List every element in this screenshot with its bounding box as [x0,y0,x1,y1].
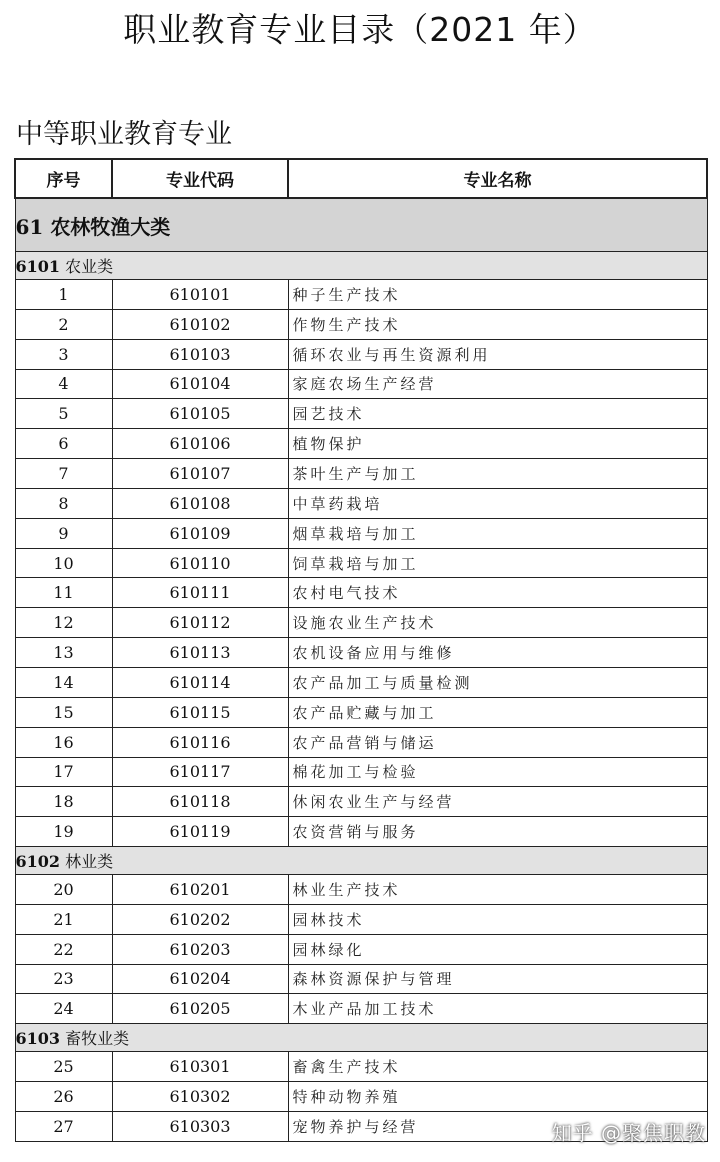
serial-number-cell: 3 [15,339,112,369]
major-name-cell: 循环农业与再生资源利用 [288,339,707,369]
major-name-cell: 农产品营销与储运 [288,727,707,757]
group-row [15,252,707,280]
major-name-cell: 农资营销与服务 [288,817,707,847]
table-row [15,697,707,727]
serial-number-cell: 19 [15,817,112,847]
header-major-code: 专业代码 [112,159,288,198]
group-code: 6101 [15,257,61,276]
serial-number-cell: 26 [15,1082,112,1112]
table-row [15,488,707,518]
table-row [15,817,707,847]
major-code-cell: 610202 [112,904,288,934]
serial-number-cell: 25 [15,1052,112,1082]
major-code-cell: 610111 [112,578,288,608]
major-code-cell: 610115 [112,697,288,727]
table-row [15,757,707,787]
group-cell [15,847,707,875]
group-cell [15,1024,707,1052]
major-code-cell: 610101 [112,280,288,310]
table-row [15,875,707,905]
serial-number-cell: 17 [15,757,112,787]
serial-number-cell: 12 [15,608,112,638]
serial-number-cell: 10 [15,548,112,578]
major-code-cell: 610119 [112,817,288,847]
group-cell [15,252,707,280]
table-row [15,1082,707,1112]
major-code-cell: 610110 [112,548,288,578]
group-name: 畜牧业类 [65,1029,130,1049]
major-code-cell: 610105 [112,399,288,429]
serial-number-cell: 15 [15,697,112,727]
major-code-cell: 610118 [112,787,288,817]
major-name-cell: 畜禽生产技术 [288,1052,707,1082]
serial-number-cell: 27 [15,1111,112,1141]
major-name-cell: 农机设备应用与维修 [288,638,707,668]
major-name-cell: 农产品贮藏与加工 [288,697,707,727]
major-name-cell: 植物保护 [288,429,707,459]
serial-number-cell: 8 [15,488,112,518]
serial-number-cell: 6 [15,429,112,459]
major-name-cell: 园林技术 [288,904,707,934]
serial-number-cell: 18 [15,787,112,817]
major-code-cell: 610117 [112,757,288,787]
table-row [15,459,707,489]
document-title: 职业教育专业目录（2021 年） [123,10,597,49]
serial-number-cell: 20 [15,875,112,905]
table-row [15,727,707,757]
table-row [15,369,707,399]
majors-table [14,158,708,1142]
major-name-cell: 设施农业生产技术 [288,608,707,638]
major-name-cell: 棉花加工与检验 [288,757,707,787]
group-code: 6102 [15,852,61,872]
major-name-cell: 烟草栽培与加工 [288,518,707,548]
table-row [15,518,707,548]
category-code: 61 [15,214,44,239]
major-code-cell: 610107 [112,459,288,489]
major-code-cell: 610204 [112,964,288,994]
major-code-cell: 610114 [112,667,288,697]
major-code-cell: 610203 [112,934,288,964]
major-code-cell: 610108 [112,488,288,518]
table-row [15,608,707,638]
major-name-cell: 农产品加工与质量检测 [288,667,707,697]
group-name: 农业类 [65,257,114,276]
table-row [15,309,707,339]
table-row [15,638,707,668]
serial-number-cell: 1 [15,280,112,310]
major-name-cell: 木业产品加工技术 [288,994,707,1024]
table-row [15,578,707,608]
major-code-cell: 610106 [112,429,288,459]
major-code-cell: 610205 [112,994,288,1024]
serial-number-cell: 4 [15,369,112,399]
header-serial-number: 序号 [15,159,112,198]
major-name-cell: 休闲农业生产与经营 [288,787,707,817]
serial-number-cell: 21 [15,904,112,934]
table-row [15,994,707,1024]
serial-number-cell: 11 [15,578,112,608]
serial-number-cell: 2 [15,309,112,339]
major-code-cell: 610116 [112,727,288,757]
table-row [15,934,707,964]
major-code-cell: 610113 [112,638,288,668]
category-cell [15,198,707,252]
major-name-cell: 作物生产技术 [288,309,707,339]
table-row [15,339,707,369]
header-major-name: 专业名称 [288,159,707,198]
table-header-row [15,159,707,198]
table-row [15,1052,707,1082]
major-name-cell: 特种动物养殖 [288,1082,707,1112]
major-name-cell: 农村电气技术 [288,578,707,608]
major-name-cell: 饲草栽培与加工 [288,548,707,578]
serial-number-cell: 9 [15,518,112,548]
table-row [15,429,707,459]
group-name: 林业类 [65,852,114,872]
major-name-cell: 茶叶生产与加工 [288,459,707,489]
major-code-cell: 610201 [112,875,288,905]
serial-number-cell: 23 [15,964,112,994]
major-name-cell: 家庭农场生产经营 [288,369,707,399]
watermark: 知乎 @聚焦职教 [551,1121,706,1145]
table-row [15,904,707,934]
major-code-cell: 610301 [112,1052,288,1082]
major-name-cell: 中草药栽培 [288,488,707,518]
group-row [15,847,707,875]
table-row [15,787,707,817]
table-row [15,548,707,578]
serial-number-cell: 16 [15,727,112,757]
major-code-cell: 610109 [112,518,288,548]
major-code-cell: 610102 [112,309,288,339]
major-name-cell: 园林绿化 [288,934,707,964]
major-code-cell: 610112 [112,608,288,638]
category-row [15,198,707,252]
serial-number-cell: 14 [15,667,112,697]
major-code-cell: 610302 [112,1082,288,1112]
major-name-cell: 园艺技术 [288,399,707,429]
serial-number-cell: 7 [15,459,112,489]
serial-number-cell: 5 [15,399,112,429]
serial-number-cell: 24 [15,994,112,1024]
group-row [15,1024,707,1052]
serial-number-cell: 22 [15,934,112,964]
major-code-cell: 610103 [112,339,288,369]
major-name-cell: 宠物养护与经营 [288,1111,707,1141]
table-row [15,667,707,697]
section-title: 中等职业教育专业 [16,119,232,150]
table-row [15,964,707,994]
major-name-cell: 森林资源保护与管理 [288,964,707,994]
major-name-cell: 林业生产技术 [288,875,707,905]
major-name-cell: 种子生产技术 [288,280,707,310]
major-code-cell: 610104 [112,369,288,399]
serial-number-cell: 13 [15,638,112,668]
major-code-cell: 610303 [112,1111,288,1141]
table-row [15,280,707,310]
category-name: 农林牧渔大类 [50,214,171,239]
group-code: 6103 [15,1029,61,1049]
table-row [15,399,707,429]
